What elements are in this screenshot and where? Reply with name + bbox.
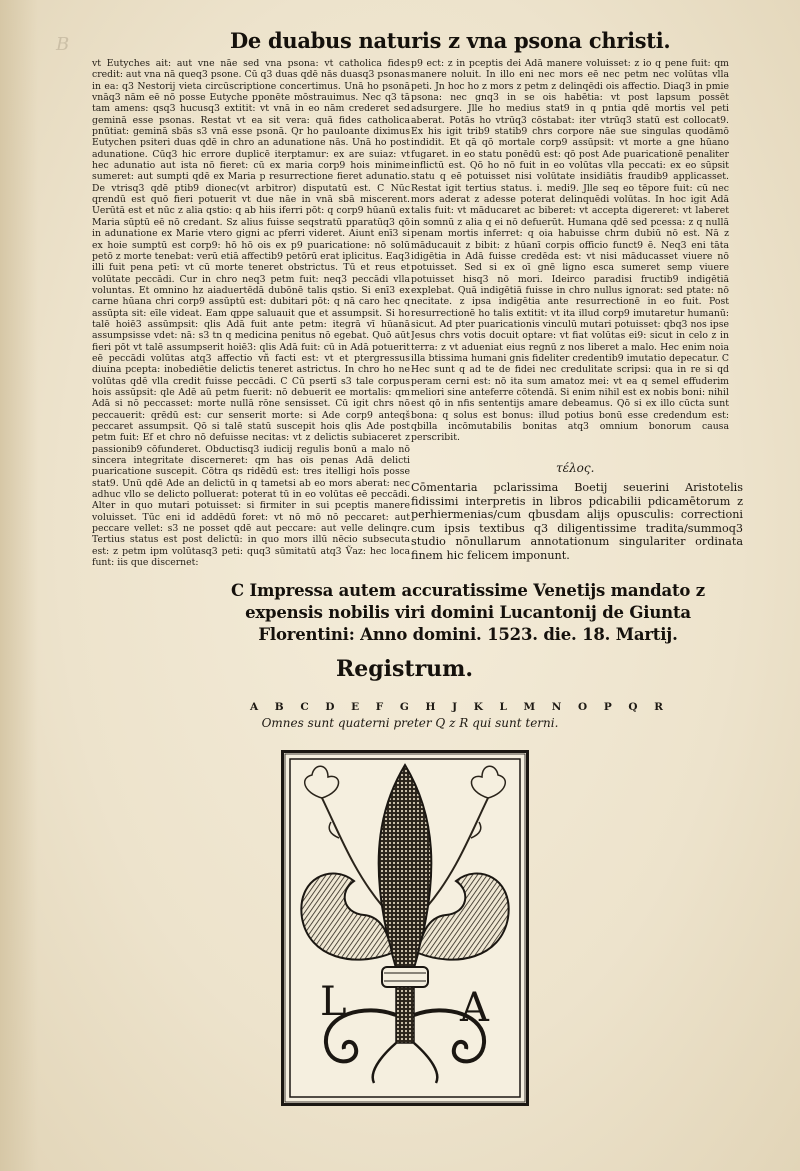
text-column-left: vt Eutyches ait: aut vne nāe sed vna psona: vt catholica fides credit: aut vna nā queq3 psone. Cū q3 duas qdē nās duasq3 psonas in ea: q3 Nestorij vieta circūscriptione concertimus. Unā ho psonā vnāq3 nām eē nō posse Eutyche pponēte mōstrauimus. Nec q3 tā tam amens: qsq3 hucusq3 extitit: vt vnā in eo nām crederet sed geminā esse psonas. Restat vt ea sit vera: quā fides catholica pnūtiat: geminā sbās s3 vnā esse psonā. Qr ho pauloante diximus Eutychen psiteri duas qdē in chro an adunatione nās. Unā ho post adunatione. Cūq3 hic errore duplicē iterptamur: ex are suiaz: vt hec adunatio aut ista nō fieret: cū ex maria corp9 hois minime sumeret: aut sumpti qdē ex Maria p resurrectione fieret adunatio. De vtrisq3 qdē ptib9 dionec(vt arbitror) disputatū est. C Nūc qrendū est quō fieri potuerit vt due nāe in vnā sbā miscerent. Uerūtā est et nūc z alia qstio: q ab hiis iferri pōt: q corp9 hūanū ex Maria sūptū eē nō credant. Sz alius fuisse seqstratū pparatūq3 qō in adunatione ex Marie vtero gigni ac pferri videret. Aiunt enī3 si ex hoie sumptū est corp9: hō hō ois ex p9 puaricatione: nō solū petō z morte tenebat: verū etiā affectib9 petōrū erat iplicitus. Eaq3 illi fuit pena petī: vt cū morte teneret obstrictus. Tū et reus et volūtate peccādi. Cur in chro neq3 petm fuit: neq3 peccādi vlla voluntas. Et omnino hz aiaduertēdā dubōnē talis qstio. Si enī3 ex carne hūana chri corp9 assūptū est: dubitari pōt: q nā caro hec q assūpta sit: eīle videat. Eam qppe saluauit que et assumpsit. Si ho talē hoiē3 assūmpsit: qlis Adā fuit ante petm: itegrā vī hūanā assumpsisse vdet: nā: s3 tn q medicina penitus nō egebat. Quō aūt fieri pōt vt talē assumpserit hoiē3: qlis Adā fuit: cū in Adā potuerit eē peccādi volūtas atq3 affectio vñ facti est: vt et ptergressus diuina pcepta: inobediētie delictis teneret astrictus. In chro ho ne volūtas qdē vlla credit fuisse peccādi. C Cū psertī s3 tale corpus hois assūpsit: qle Adē aū petm fuerit: nō debuerit ee mortalis: qm Adā si nō peccasset: morte nullā rōne sensisset. Cū igit chrs nō peccauerit: qrēdū est: cur senserit morte: si Ade corp9 anteqš peccaret assumpsit. Qō si talē statū suscepit hois qlis Ade post petm fuit: Ef et chro nō defuisse necitas: vt z delictis subiaceret z passionib9 cōfunderet. Obductisq3 iudicij regulis bonū a malo nō sincera integritate discerneret: qm has ois penas Adā delicti puaricatione suscepit. Cōtra qs ridēdū est: tres itelligi hoīs posse stat9. Unū qdē Ade an delictū in q tametsi ab eo mors aberat: nec adhuc vllo se delicto polluerat: poterat tū in eo volūtas eē peccādi. Alter in quo mutari potuisset: si firmiter in sui pceptis manere voluisset. Tūc eni id addēdū foret: vt nō mō nō peccaret: aut peccare vellet: s3 ne posset qdē aut peccare: aut velle delinqre. Tertius status est post delictū: in quo mors illū nēcio subsecuta est: z petm ipm volūtasq3 peti: quq3 sūmitatū atq3 Ṽaz: hec loca funt: iis que discernet: bbox=[92, 58, 410, 569]
folio-mark: B bbox=[56, 34, 70, 55]
telos-mark: τέλος. bbox=[556, 461, 595, 475]
fleur-de-lis-icon bbox=[284, 753, 526, 1103]
device-initial-right: A bbox=[460, 985, 489, 1031]
commentary-paragraph: Cōmentaria pclarissima Boetij seuerini Aristotelis fidissimi interpretis in libros pdicabilii pdicamētorum z perhiermenias/cum qbusdam alijs opusculis: correctioni cum ipsis textibus q3 diligentissime tradita/summoq3 studio nōnullarum annotationum singulariter ordinata finem hic felicem imponunt. bbox=[411, 481, 743, 562]
registrum-heading: Registrum. bbox=[336, 656, 474, 682]
printers-device bbox=[281, 750, 529, 1106]
colophon: C Impressa autem accuratissime Venetijs mandato z expensis nobilis viri domini Lucantonij de Giunta Florentini: Anno domini. 1523. die. 18. Martij. bbox=[231, 581, 705, 644]
text-column-right: p9 ect: z in pceptis dei Adā manere voluisset: z io q pene fuit: qm manere noluit. In illo eni nec mors eē nec petm nec volūtas vlla peti. Jn hoc ho z mors z petm z delinqēdi ois affectio. Diaq3 in pmie psona: nec gnq3 in se ois habētia: vt post lapsum possēt adsurgere. Jlle ho medius stat9 in q pntia qdē mortis vel peti aberat. Potās ho vtrūq3 cōstabat: iter vtrūq3 statū est collocat9. Ex his igit trib9 statib9 chrs corpore nāe sue singulas quodāmō indidit. Et qā qō mortale corp9 assūpsit: vt morte a gne hūano fugaret. in eo statu ponēdū est: qō post Ade puaricationē penaliter inflictū est. Qō ho nō fuit in eo volūtas vlla peccati: ex eo sūpsit statu q eē potuisset nisi volūtate insidiātis fraudib9 applicasset. Restat igit tertius status. i. medi9. Jlle seq eo tēpore fuit: cū nec mors aderat z adesse poterat delinquēdi volūtas. In hoc igit Adā talis fuit: vt māducaret ac biberet: vt accepta digereret: vt laberet in somnū z alia q ei nō defuerūt. Humana qdē sed pcessa: z q nullā penam mortis inferret: q oia habuisse chrm dubiū nō est. Nā z māducauit z bibit: z hūanī corpis officio funct9 ē. Neq3 eni tāta idigētia in Adā fuisse credēda est: vt nisi māducasset viuere nō potuisset. Sed si ex oī gnē ligno esca sumeret semp viuere potuisset hisq3 nō mori. Ideirco paradisi fructib9 indigētiā explebat. Quā indigētiā fuisse in chro nullus ignorat: sed ptate: nō necitate. z ipsa indigētia ante resurrectionē in eo fuit. Post resurrectionē ho talis extitit: vt ita illud corp9 imutaretur humanū: sicut. Ad pter puaricationis vinculū mutari potuisset: qbq3 nos ipse Jesus chrs votis docuit optare: vt fiat volūtas ei9: sicut in celo z in terra: z vt adueniat eius regnū z nos liberet a malo. Hec enim noia illa btissima humani gnis fideliter credentib9 imutatio depecatur. C Hec sunt q ad te de fidei nec credulitate scripsi: qua in re si qd peram cerni est: nō ita sum amatoz mei: vt ea q semel effuderim meliori sine anteferre cōtendā. Si enim nihil est ex nobis boni: nihil est qō in nfis sententijs amare debeamus. Qō si ex illo cūcta sunt bona: q solus est bonus: illud potius bonū esse credendum est: qbilla incōmutabilis bonitas atq3 omnium bonorum causa perscribit. bbox=[411, 58, 729, 444]
quaterni-note: Omnes sunt quaterni preter Q z R qui sunt terni. bbox=[261, 716, 559, 730]
device-initial-left: L bbox=[320, 979, 347, 1025]
running-head: De duabus naturis z vna psona christi. bbox=[230, 28, 671, 53]
page-gutter-shadow bbox=[0, 0, 38, 1171]
signature-list: A B C D E F G H J K L M N O P Q R bbox=[250, 701, 670, 713]
